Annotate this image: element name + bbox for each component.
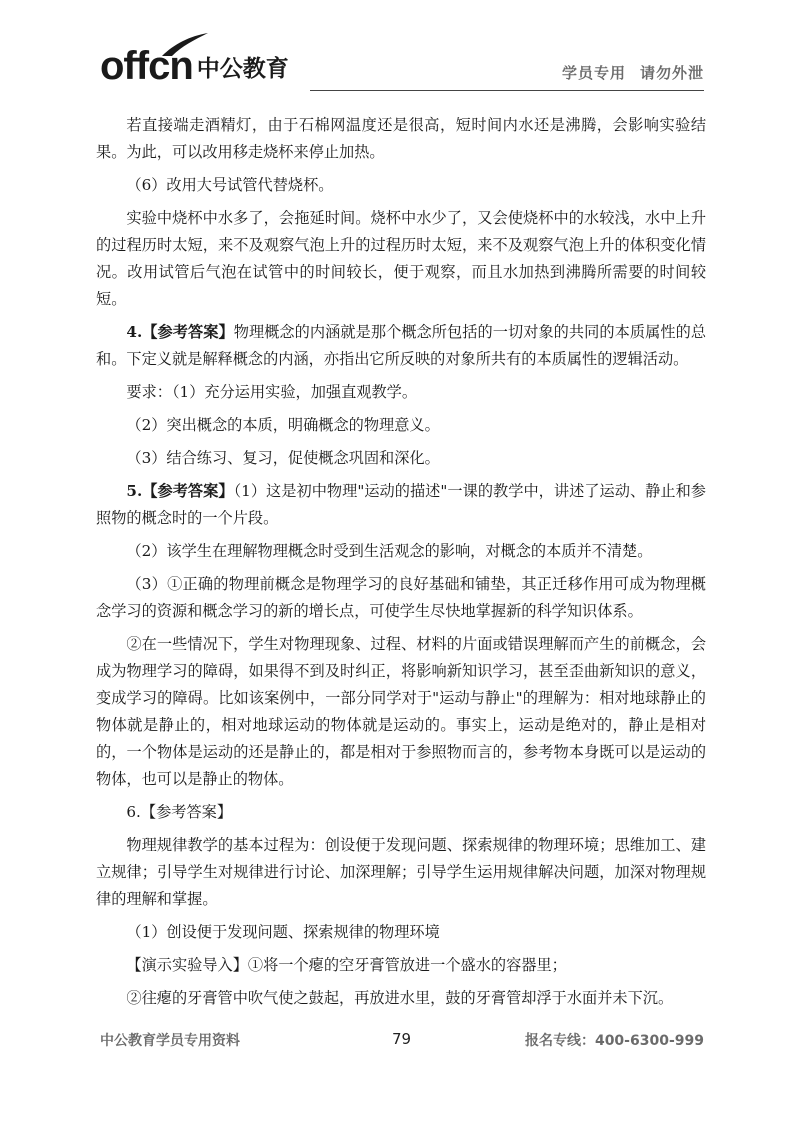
paragraph-2 <box>96 172 706 199</box>
page-number: 79 <box>392 1030 412 1048</box>
paragraph-text: ②往瘪的牙膏管中吹气使之鼓起，再放进水里，鼓的牙膏管却浮于水面并未下沉。 <box>126 989 674 1007</box>
footer-material-label: 中公教育学员专用资料 <box>100 1033 240 1049</box>
paragraph-text: （1）创设便于发现问题、探索规律的物理环境 <box>126 923 440 941</box>
answer-4 <box>96 319 706 373</box>
page-header <box>100 40 704 92</box>
offcn-logo <box>100 46 289 86</box>
paragraph-1 <box>96 112 706 166</box>
logo-chinese-text: 中公教育 <box>196 56 289 82</box>
paragraph-16 <box>96 985 706 1012</box>
paragraph-text: （3）结合练习、复习，促使概念巩固和深化。 <box>126 449 440 467</box>
paragraph-text: （6）改用大号试管代替烧杯。 <box>126 176 334 194</box>
paragraph-11 <box>96 631 706 793</box>
paragraph-text: 物理规律教学的基本过程为：创设便于发现问题、探索规律的物理环境；思维加工、建立规律；引导学生对规律进行讨论、加深理解；引导学生运用规律解决问题，加深对物理规律的理解和掌握。 <box>96 836 706 908</box>
paragraph-13 <box>96 832 706 913</box>
paragraph-text: 若直接端走酒精灯，由于石棉网温度还是很高，短时间内水还是沸腾，会影响实验结果。为此，可以改用移走烧杯来停止加热。 <box>96 116 706 161</box>
answer-label: 5.【参考答案】 <box>126 482 234 500</box>
paragraph-9 <box>96 538 706 565</box>
paragraph-5 <box>96 379 706 406</box>
paragraph-text: 【演示实验导入】①将一个瘪的空牙膏管放进一个盛水的容器里； <box>126 956 567 974</box>
page-footer <box>100 1030 704 1054</box>
paragraph-text: 6.【参考答案】 <box>126 803 233 821</box>
answer-6-heading <box>96 799 706 826</box>
paragraph-text: 物理概念的内涵就是那个概念所包括的一切对象的共同的本质属性的总和。下定义就是解释概念的内涵，亦指出它所反映的对象所共有的本质属性的逻辑活动。 <box>96 323 707 368</box>
answer-label: 4.【参考答案】 <box>126 323 234 341</box>
paragraph-10 <box>96 571 706 625</box>
answer-5 <box>96 478 706 532</box>
tag-students-only: 学员专用 <box>561 64 626 82</box>
paragraph-14 <box>96 919 706 946</box>
document-body <box>96 112 706 1012</box>
paragraph-text: （2）突出概念的本质，明确概念的物理意义。 <box>126 416 440 434</box>
paragraph-text: 要求：（1）充分运用实验，加强直观教学。 <box>126 383 418 401</box>
header-tags <box>562 62 704 83</box>
paragraph-6 <box>96 412 706 439</box>
paragraph-3 <box>96 205 706 313</box>
paragraph-text: 实验中烧杯中水多了，会拖延时间。烧杯中水少了，又会使烧杯中的水较浅，水中上升的过程历时太短，来不及观察气泡上升的过程历时太短，来不及观察气泡上升的体积变化情况。改用试管后气泡在试管中的时间较长，便于观察，而且水加热到沸腾所需要的时间较短。 <box>96 209 706 308</box>
tag-do-not-leak: 请勿外泄 <box>639 64 704 82</box>
paragraph-text: ②在一些情况下，学生对物理现象、过程、材料的片面或错误理解而产生的前概念，会成为物理学习的障碍，如果得不到及时纠正，将影响新知识学习，甚至歪曲新知识的意义，变成学习的障碍。比如该案例中，一部分同学对于"运动与静止"的理解为：相对地球静止的物体就是静止的，相对地球运动的物体就是运动的。事实上，运动是绝对的，静止是相对的，一个物体是运动的还是静止的，都是相对于参照物而言的，参考物本身既可以是运动的物体，也可以是静止的物体。 <box>96 635 706 788</box>
paragraph-text: （1）这是初中物理"运动的描述"一课的教学中，讲述了运动、静止和参照物的概念时的一个片段。 <box>96 482 706 527</box>
paragraph-7 <box>96 445 706 472</box>
footer-hotline: 报名专线：400-6300-999 <box>524 1033 704 1049</box>
paragraph-text: （2）该学生在理解物理概念时受到生活观念的影响，对概念的本质并不清楚。 <box>126 542 653 560</box>
paragraph-15 <box>96 952 706 979</box>
header-rule <box>310 90 704 91</box>
paragraph-text: （3）①正确的物理前概念是物理学习的良好基础和铺垫，其正迁移作用可成为物理概念学习的资源和概念学习的新的增长点，可使学生尽快地掌握新的科学知识体系。 <box>96 575 706 620</box>
logo-latin-text: offcn <box>100 44 193 88</box>
